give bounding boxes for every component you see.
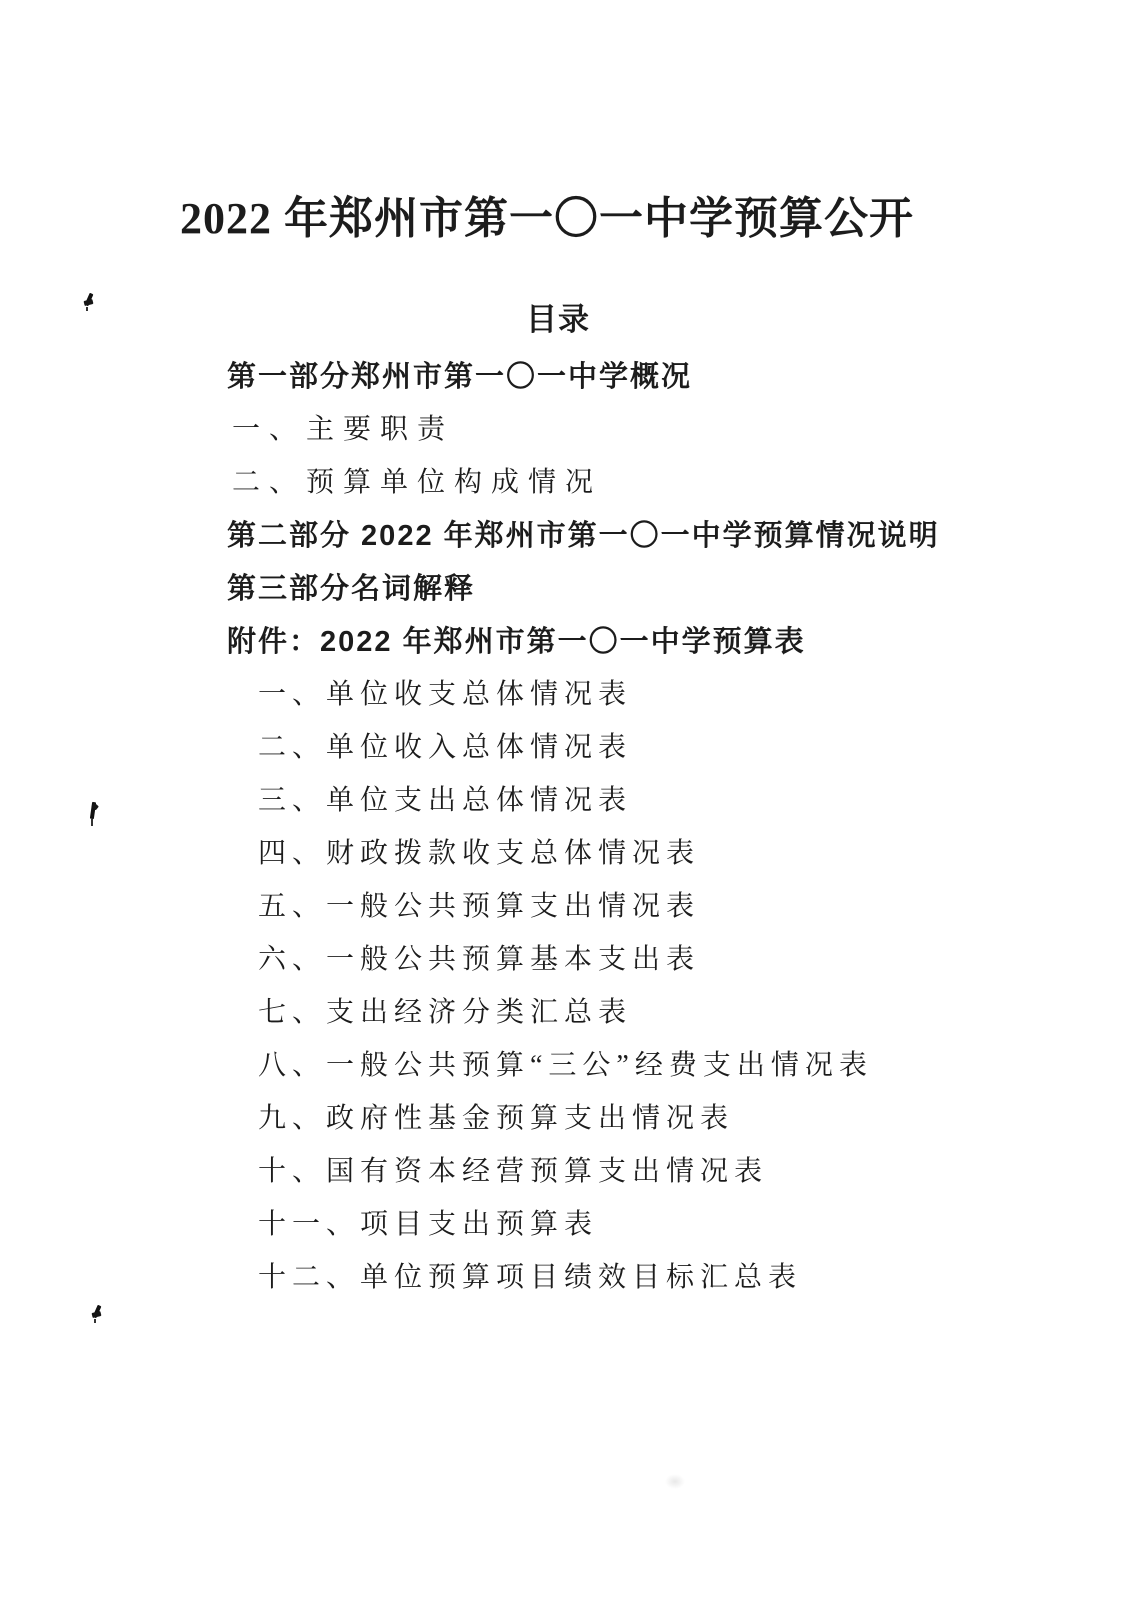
toc-entry: 六、一般公共预算基本支出表 <box>258 944 701 975</box>
toc-entry: 第三部分名词解释 <box>227 573 476 605</box>
page-title: 2022 年郑州市第一〇一中学预算公开 <box>180 194 914 243</box>
toc-entry: 九、政府性基金预算支出情况表 <box>258 1103 735 1134</box>
ink-mark-artifact <box>88 800 100 828</box>
toc-entry: 二、单位收入总体情况表 <box>258 732 633 763</box>
toc-entry: 附件：2022 年郑州市第一〇一中学预算表 <box>227 626 806 658</box>
ink-mark-artifact <box>92 1303 107 1325</box>
toc-entry: 五、一般公共预算支出情况表 <box>258 891 701 922</box>
toc-entry: 四、财政拨款收支总体情况表 <box>258 838 701 869</box>
toc-entry: 十二、单位预算项目绩效目标汇总表 <box>258 1262 803 1293</box>
toc-entry: 十一、项目支出预算表 <box>258 1209 599 1240</box>
ink-mark-artifact <box>84 291 98 313</box>
toc-entry: 二、预算单位构成情况 <box>232 467 603 498</box>
toc-entry: 三、单位支出总体情况表 <box>258 785 633 816</box>
scan-smudge-artifact <box>665 1474 685 1489</box>
toc-entry: 第二部分 2022 年郑州市第一〇一中学预算情况说明 <box>227 520 940 552</box>
toc-heading: 目录 <box>526 302 590 337</box>
toc-entry: 七、支出经济分类汇总表 <box>258 997 633 1028</box>
toc-entry: 一、单位收支总体情况表 <box>258 679 633 710</box>
toc-entry: 八、一般公共预算“三公”经费支出情况表 <box>258 1050 873 1081</box>
toc-entry: 十、国有资本经营预算支出情况表 <box>258 1156 769 1187</box>
toc-entry: 第一部分郑州市第一〇一中学概况 <box>227 361 693 393</box>
toc-entry: 一、主要职责 <box>232 414 455 445</box>
table-of-contents <box>0 360 1130 1314</box>
